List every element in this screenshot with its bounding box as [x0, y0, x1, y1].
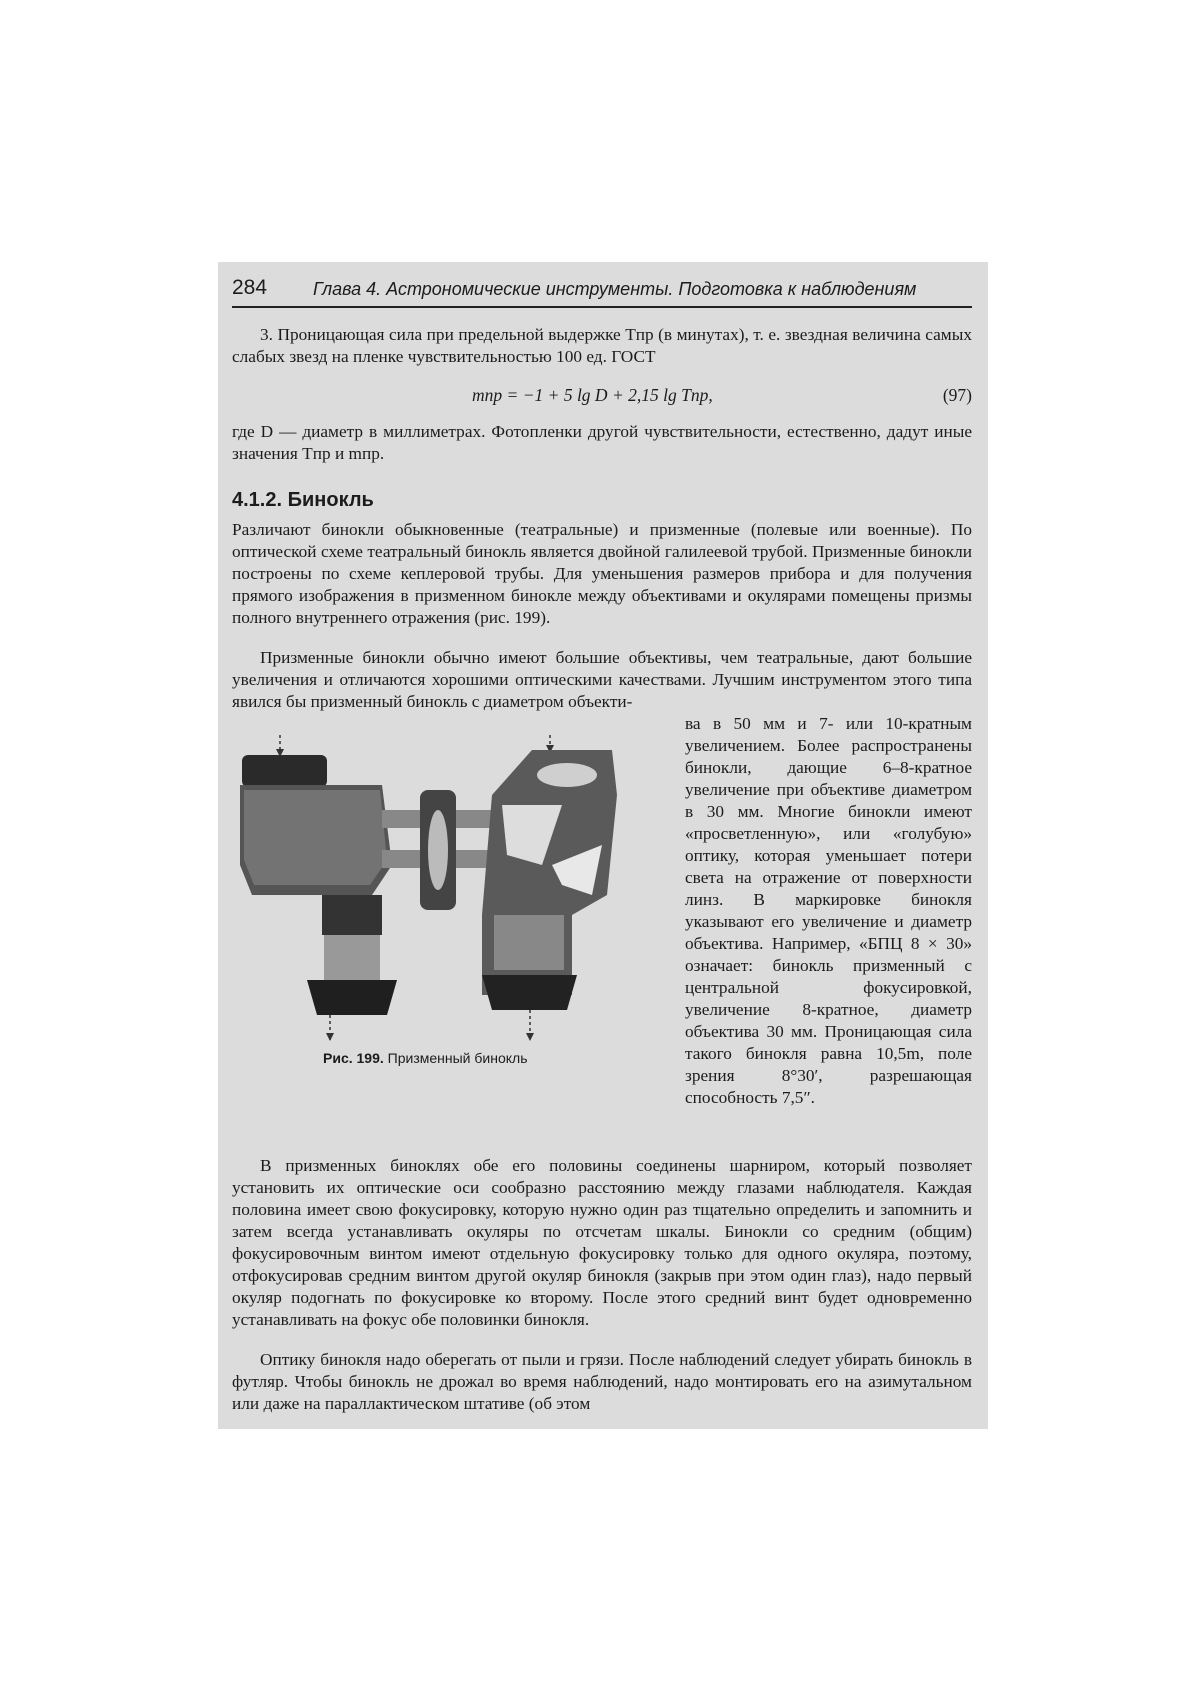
figure-title: Призменный бинокль — [387, 1050, 528, 1066]
binocular-illustration — [232, 735, 682, 1045]
figure-label: Рис. 199. — [323, 1050, 384, 1066]
paragraph-penetrating-power: 3. Проницающая сила при предельной выдержке Tпр (в минутах), т. е. звездная величина самых слабых звезд на пленке чувствительностью 100 ед. ГОСТ — [232, 325, 972, 366]
paragraph-care: Оптику бинокля надо оберегать от пыли и грязи. После наблюдений следует убирать бинокль в футляр. Чтобы бинокль не дрожал во время наблюдений, надо монтировать его на азимутальном или даже на параллактическом штативе (об этом — [232, 1350, 972, 1413]
figure-caption — [323, 1050, 528, 1066]
equation-number: (97) — [942, 385, 972, 405]
paragraph-hinge: В призменных биноклях обе его половины соединены шарниром, который позволяет установить их оптические оси сообразно расстоянию между глазами наблюдателя. Каждая половина имеет свою фокусировку, которую нужно один раз тщательно определить и запомнить и затем всегда устанавливать окуляры по отсчетам шкалы. Бинокли со средним (общим) фокусировочным винтом имеют отдельную фокусировку только для одного окуляра, поэтому, отфокусировав средним винтом другой окуляр бинокля (закрыв при этом один глаз), надо первый окуляр подогнать по фокусировке ко второму. После этого средний винт будет одновременно устанавливать на фокус обе половинки бинокля. — [232, 1156, 972, 1329]
paragraph-diameter: где D — диаметр в миллиметрах. Фотопленки другой чувствительности, естественно, дадут иные значения Tпр и mпр. — [232, 422, 972, 463]
chapter-title: Глава 4. Астрономические инструменты. Подготовка к наблюдениям — [313, 279, 917, 299]
formula-expression: mпр = −1 + 5 lg D + 2,15 lg Tпр, — [472, 385, 713, 405]
paragraph-side-column: ва в 50 мм и 7- или 10-кратным увеличением. Более распространены бинокли, дающие 6–8-кратное увеличение при объективе диаметром в 30 мм. Многие бинокли имеют «просветленную», или «голубую» оптику, которая уменьшает потери света на отражение от поверхности линз. В маркировке бинокля указывают его увеличение и диаметр объектива. Например, «БПЦ 8 × 30» означает: бинокль призменный с центральной фокусировкой, увеличение 8-кратное, диаметр объектива 30 мм. Проницающая сила такого бинокля равна 10,5m, поле зрения 8°30′, разрешающая способность 7,5″. — [685, 714, 972, 1107]
paragraph-binocular-types: Различают бинокли обыкновенные (театральные) и призменные (полевые или военные). По оптической схеме театральный бинокль является двойной галилеевой трубой. Призменные бинокли построены по схеме кеплеровой трубы. Для уменьшения размеров прибора и для получения прямого изображения в призменном бинокле между объективами и окулярами помещены призмы полного внутреннего отражения (рис. 199). — [232, 520, 972, 627]
page-number: 284 — [232, 276, 268, 299]
paragraph-prism-intro: Призменные бинокли обычно имеют большие объективы, чем театральные, дают большие увеличения и отличаются хорошими оптическими качествами. Лучшим инструментом этого типа явился бы призменный бинокль с диаметром объекти- — [232, 648, 972, 711]
running-header — [232, 276, 972, 308]
section-heading: 4.1.2. Бинокль — [232, 489, 374, 511]
